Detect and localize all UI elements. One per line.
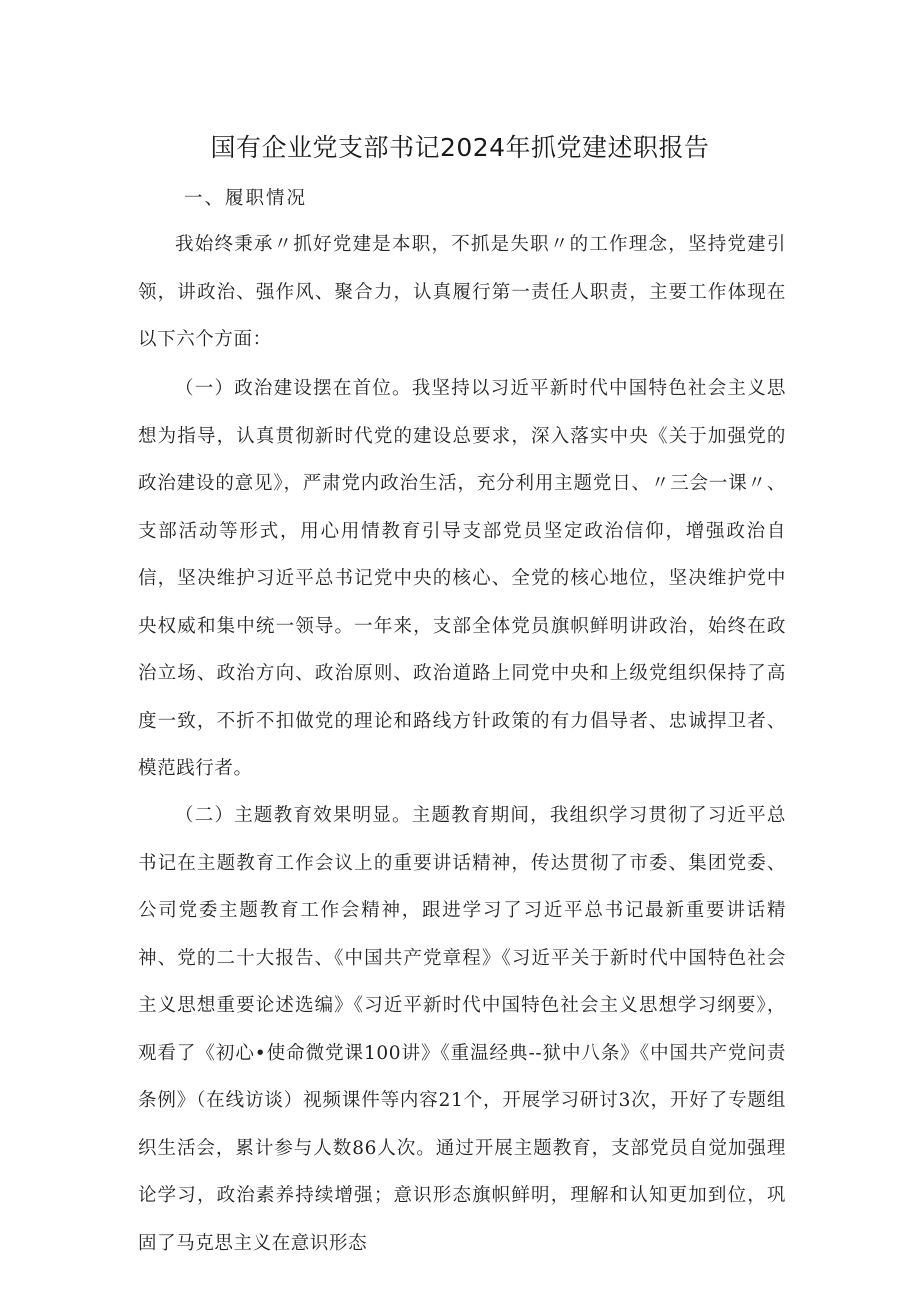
- paragraph-political-building: （一）政治建设摆在首位。我坚持以习近平新时代中国特色社会主义思想为指导，认真贯彻新时代党的建设总要求，深入落实中央《关于加强党的政治建设的意见》，严肃党内政治生活，充分利用主题党日、〃三会一课〃、支部活动等形式，用心用情教育引导支部党员坚定政治信仰，增强政治自信，坚决维护习近平总书记党中央的核心、全党的核心地位，坚决维护党中央权威和集中统一领导。一年来，支部全体党员旗帜鲜明讲政治，始终在政治立场、政治方向、政治原则、政治道路上同党中央和上级党组织保持了高度一致，不折不扣做党的理论和路线方针政策的有力倡导者、忠诚捍卫者、模范践行者。: [138, 378, 786, 779]
- paragraph-theme-education: （二）主题教育效果明显。主题教育期间，我组织学习贯彻了习近平总书记在主题教育工作会议上的重要讲话精神，传达贯彻了市委、集团党委、公司党委主题教育工作会精神，跟进学习了习近平总书记最新重要讲话精神、党的二十大报告、《中国共产党章程》《习近平关于新时代中国特色社会主义思想重要论述选编》《习近平新时代中国特色社会主义思想学习纲要》，观看了《初心•使命微党课100讲》《重温经典--狱中八条》《中国共产党问责条例》（在线访谈）视频课件等内容21个，开展学习研讨3次，开好了专题组织生活会，累计参与人数86人次。通过开展主题教育，支部党员自觉加强理论学习，政治素养持续增强；意识形态旗帜鲜明，理解和认知更加到位，巩固了马克思主义在意识形态: [138, 805, 786, 1254]
- section-heading: 一、履职情况: [184, 188, 308, 209]
- document-title: 国有企业党支部书记2024年抓党建述职报告: [210, 133, 710, 162]
- paragraph-intro: 我始终秉承〃抓好党建是本职，不抓是失职〃的工作理念，坚持党建引领，讲政治、强作风、聚合力，认真履行第一责任人职责，主要工作体现在以下六个方面：: [138, 234, 786, 350]
